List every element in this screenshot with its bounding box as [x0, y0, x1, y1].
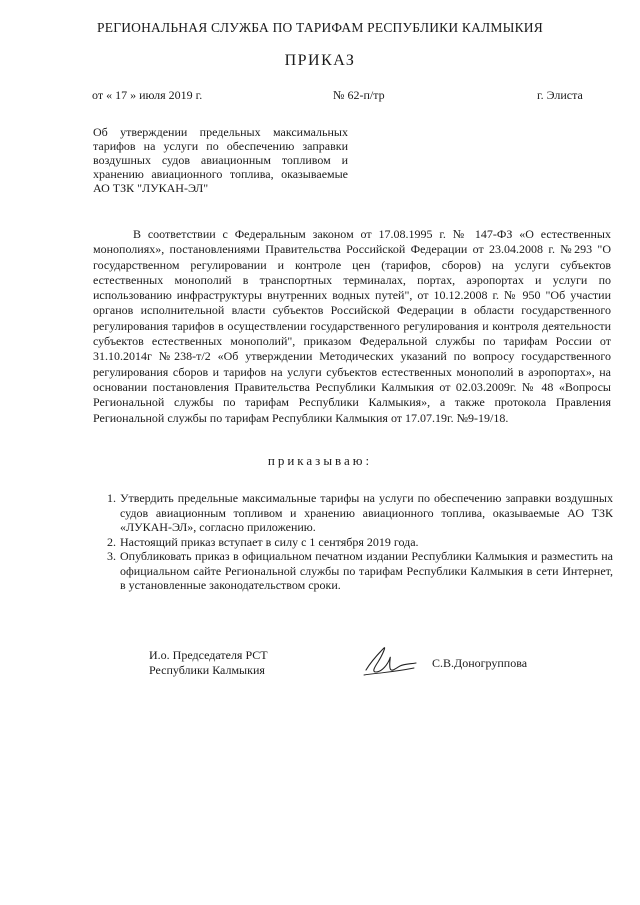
item-number: 2.	[107, 534, 116, 549]
item-text: Утвердить предельные максимальные тарифы на услуги по обеспечению заправки воздушных судов авиационным топливом и хранению авиационного топлива, оказываемые АО ТЗК «ЛУКАН-ЭЛ», согласно приложению.	[120, 491, 613, 534]
organization-name: РЕГИОНАЛЬНАЯ СЛУЖБА ПО ТАРИФАМ РЕСПУБЛИКИ КАЛМЫКИЯ	[97, 20, 543, 35]
signatory-role-line: И.о. Председателя РСТ	[149, 648, 268, 662]
signatory-name: С.В.Доногруппова	[432, 656, 528, 670]
list-item	[93, 491, 613, 535]
order-items	[93, 491, 613, 593]
order-city: г. Элиста	[537, 88, 583, 102]
order-number: № 62-п/тр	[333, 88, 385, 102]
preamble: В соответствии с Федеральным законом от 17.08.1995 г. № 147-ФЗ «О естественных монополиях», постановлениями Правительства Российской Федерации от 23.04.2008 г. №293 "О государственном регулировании и контроле цен (тарифов, сборов) на услуги субъектов естественных монополий в транспортных терминалах, портах, аэропортах и услуги по использованию инфраструктуры внутренних водных путей", от 10.12.2008 г. № 950 "Об участии органов исполнительной власти субъектов Российской Федерации в области государственного регулирования тарифов в осуществлении государственного регулирования и контроля деятельности субъектов естественных монополий", приказом Федеральной службы по тарифам России от 31.10.2014г №238-т/2 «Об утверждении Методических указаний по вопросу государственного регулирования сборов и тарифов на услуги субъектов естественных монополий в аэропортах», на основании постановления Правительства Республики Калмыкия от 02.03.2009г. № 48 «Вопросы Региональной службы по тарифам Республики Калмыкия», а также протокола Правления Региональной службы по тарифам Республики Калмыкия от 17.07.19г. №9-19/18.	[93, 227, 611, 425]
handwritten-signature	[360, 642, 420, 682]
document-type: ПРИКАЗ	[284, 52, 356, 69]
decree-word: приказываю:	[267, 453, 373, 468]
item-text: Настоящий приказ вступает в силу с 1 сентября 2019 года.	[120, 534, 419, 549]
item-number: 3.	[107, 549, 116, 563]
order-meta	[0, 88, 640, 104]
signatory-role-line: Республики Калмыкия	[149, 663, 265, 677]
order-subject: Об утверждении предельных максимальных тарифов на услуги по обеспечению заправки воздушных судов авиационным топливом и хранению авиационного топлива, оказываемые АО ТЗК "ЛУКАН-ЭЛ"	[93, 125, 348, 195]
order-date: от « 17 » июля 2019 г.	[92, 88, 203, 102]
list-item	[93, 535, 613, 550]
item-text: Опубликовать приказ в официальном печатном издании Республики Калмыкия и разместить на официальном сайте Региональной службы по тарифам Республики Калмыкия в сети Интернет, в установленные законодательством сроки.	[120, 549, 613, 592]
signatory-role	[149, 648, 268, 678]
list-item	[93, 549, 613, 593]
item-number: 1.	[107, 491, 116, 505]
